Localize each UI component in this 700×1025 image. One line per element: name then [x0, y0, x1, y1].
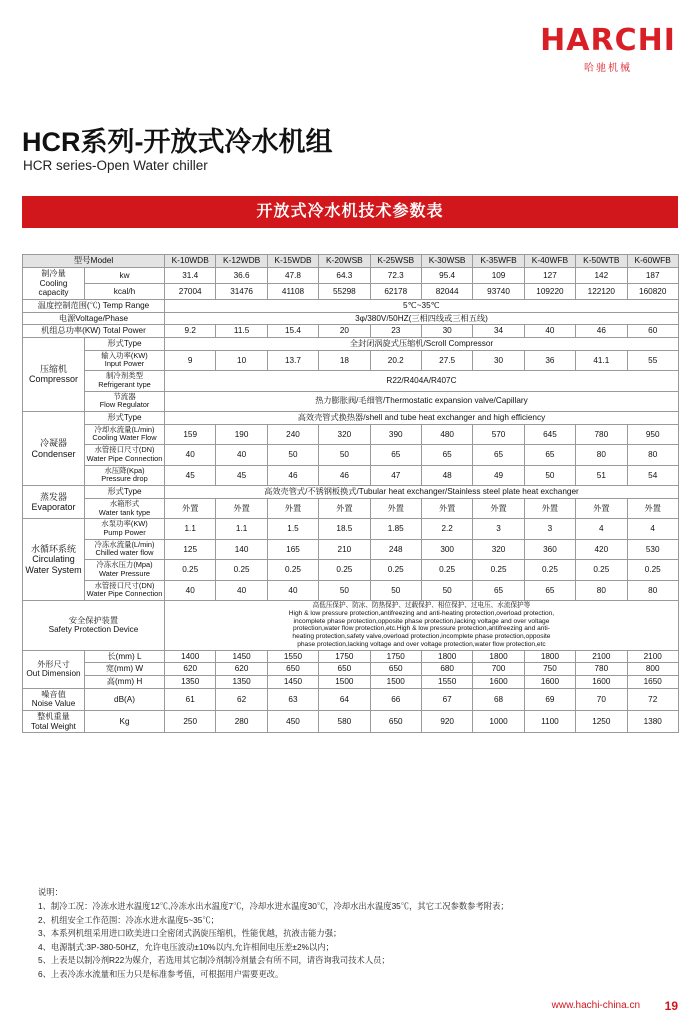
compressor-input-9: 55 — [627, 350, 678, 370]
cooling-water-flow-6: 570 — [473, 424, 524, 444]
note-item: 1、制冷工况：冷冻水进水温度12℃,冷冻水出水温度7℃，冷却水进水温度30℃，冷却水出水温度35℃，其它工况参数参考附表； — [38, 901, 509, 912]
chilled-water-flow-4: 248 — [370, 539, 421, 559]
pressure-drop-5: 48 — [421, 465, 472, 485]
cooling-kw-5: 95.4 — [421, 267, 472, 283]
voltage-label: 电源Voltage/Phase — [23, 312, 165, 325]
noise-9: 72 — [627, 688, 678, 710]
row-condenser-pipe — [23, 445, 679, 465]
model-1: K-12WDB — [216, 255, 267, 268]
cooling-kw-4: 72.3 — [370, 267, 421, 283]
dimension-length-6: 1800 — [473, 650, 524, 663]
cooling-kw-6: 109 — [473, 267, 524, 283]
cooling-kcal-0: 27004 — [165, 283, 216, 299]
note-item: 2、机组安全工作范围：冷冻水进水温度5~35℃； — [38, 914, 219, 925]
condenser-pipe-label: 水管接口尺寸(DN) Water Pipe Connection — [85, 445, 165, 465]
row-cooling-water-flow — [23, 424, 679, 444]
chilled-water-pipe-4: 50 — [370, 580, 421, 600]
compressor-type-label: 形式Type — [85, 337, 165, 350]
company-logo — [538, 23, 678, 74]
dimension-length-4: 1750 — [370, 650, 421, 663]
water-system-group-label: 水循环系统 Circulating Water System — [23, 519, 85, 601]
specification-table — [22, 254, 679, 733]
footer-url[interactable]: www.hachi-china.cn — [551, 1000, 640, 1011]
pressure-drop-9: 54 — [627, 465, 678, 485]
model-3: K-20WSB — [319, 255, 370, 268]
row-cooling-kw — [23, 267, 679, 283]
dimension-height-2: 1450 — [267, 676, 318, 689]
water-tank-6: 外置 — [473, 498, 524, 518]
weight-9: 1380 — [627, 711, 678, 733]
noise-4: 66 — [370, 688, 421, 710]
row-compressor-input — [23, 350, 679, 370]
cooling-kcal-1: 31476 — [216, 283, 267, 299]
noise-2: 63 — [267, 688, 318, 710]
pressure-drop-2: 46 — [267, 465, 318, 485]
chilled-water-pressure-7: 0.25 — [524, 560, 575, 580]
dimension-height-9: 1650 — [627, 676, 678, 689]
cooling-kw-8: 142 — [576, 267, 627, 283]
cooling-kcal-3: 55298 — [319, 283, 370, 299]
chilled-water-pressure-1: 0.25 — [216, 560, 267, 580]
dimension-height-4: 1500 — [370, 676, 421, 689]
chilled-water-pressure-2: 0.25 — [267, 560, 318, 580]
dimension-length-3: 1750 — [319, 650, 370, 663]
table-body — [23, 255, 679, 733]
dimension-width-8: 780 — [576, 663, 627, 676]
total-power-5: 30 — [421, 325, 472, 338]
condenser-group-label: 冷凝器 Condenser — [23, 412, 85, 486]
pressure-drop-4: 47 — [370, 465, 421, 485]
evaporator-group-label: 蒸发器 Evaporator — [23, 486, 85, 519]
row-compressor-type — [23, 337, 679, 350]
cooling-kw-1: 36.6 — [216, 267, 267, 283]
chilled-water-pressure-8: 0.25 — [576, 560, 627, 580]
noise-8: 70 — [576, 688, 627, 710]
noise-6: 68 — [473, 688, 524, 710]
cooling-water-flow-9: 950 — [627, 424, 678, 444]
page-title-en: HCR series-Open Water chiller — [23, 158, 208, 173]
chilled-water-pressure-5: 0.25 — [421, 560, 472, 580]
pump-power-8: 4 — [576, 519, 627, 539]
temp-range-value: 5℃~35℃ — [165, 299, 679, 312]
row-chilled-water-pressure — [23, 560, 679, 580]
weight-7: 1100 — [524, 711, 575, 733]
refrigerant-value: R22/R404A/R407C — [165, 371, 679, 391]
chilled-water-pipe-7: 65 — [524, 580, 575, 600]
voltage-value: 3φ/380V/50HZ(三相四线或三相五线) — [165, 312, 679, 325]
total-power-8: 46 — [576, 325, 627, 338]
model-9: K-60WFB — [627, 255, 678, 268]
dimension-height-label: 高(mm) H — [85, 676, 165, 689]
total-power-3: 20 — [319, 325, 370, 338]
weight-0: 250 — [165, 711, 216, 733]
flow-regulator-label: 节流器 Flow Regulator — [85, 391, 165, 411]
weight-1: 280 — [216, 711, 267, 733]
weight-8: 1250 — [576, 711, 627, 733]
dimension-width-label: 宽(mm) W — [85, 663, 165, 676]
chilled-water-pressure-label: 冷冻水压力(Mpa) Water Pressure — [85, 560, 165, 580]
dimension-width-5: 680 — [421, 663, 472, 676]
row-noise — [23, 688, 679, 710]
model-6: K-35WFB — [473, 255, 524, 268]
dimension-width-7: 750 — [524, 663, 575, 676]
cooling-water-flow-4: 390 — [370, 424, 421, 444]
pressure-drop-7: 50 — [524, 465, 575, 485]
noise-7: 69 — [524, 688, 575, 710]
model-4: K-25WSB — [370, 255, 421, 268]
compressor-input-7: 36 — [524, 350, 575, 370]
noise-1: 62 — [216, 688, 267, 710]
pressure-drop-0: 45 — [165, 465, 216, 485]
water-tank-9: 外置 — [627, 498, 678, 518]
dimension-width-1: 620 — [216, 663, 267, 676]
chilled-water-flow-5: 300 — [421, 539, 472, 559]
condenser-pipe-4: 65 — [370, 445, 421, 465]
row-pressure-drop — [23, 465, 679, 485]
cooling-kcal-unit: kcal/h — [85, 283, 165, 299]
dimension-height-7: 1600 — [524, 676, 575, 689]
dimension-height-8: 1600 — [576, 676, 627, 689]
row-cooling-kcal — [23, 283, 679, 299]
weight-6: 1000 — [473, 711, 524, 733]
dimension-length-5: 1800 — [421, 650, 472, 663]
row-dim-height — [23, 676, 679, 689]
row-total-power — [23, 325, 679, 338]
compressor-input-4: 20.2 — [370, 350, 421, 370]
refrigerant-label: 制冷剂类型 Refrigerant type — [85, 371, 165, 391]
row-voltage — [23, 312, 679, 325]
pump-power-7: 3 — [524, 519, 575, 539]
model-0: K-10WDB — [165, 255, 216, 268]
chilled-water-pipe-label: 水管接口尺寸(DN) Water Pipe Connection — [85, 580, 165, 600]
noise-3: 64 — [319, 688, 370, 710]
dimension-width-4: 650 — [370, 663, 421, 676]
compressor-input-6: 30 — [473, 350, 524, 370]
section-banner: 开放式冷水机技术参数表 — [22, 196, 678, 228]
condenser-type-value: 高效壳管式换热器/shell and tube heat exchanger and high efficiency — [165, 412, 679, 425]
total-power-7: 40 — [524, 325, 575, 338]
row-safety — [23, 601, 679, 651]
condenser-pipe-8: 80 — [576, 445, 627, 465]
cooling-water-flow-0: 159 — [165, 424, 216, 444]
water-tank-label: 水箱形式 Water tank type — [85, 498, 165, 518]
total-power-1: 11.5 — [216, 325, 267, 338]
dimension-width-0: 620 — [165, 663, 216, 676]
pressure-drop-label: 水压降(Kpa) Pressure drop — [85, 465, 165, 485]
pump-power-label: 水泵功率(KW) Pump Power — [85, 519, 165, 539]
total-power-9: 60 — [627, 325, 678, 338]
note-item: 5、上表是以制冷剂R22为媒介，若选用其它制冷剂制冷剂量会有所不同，请咨询我司技术人员； — [38, 955, 390, 966]
cooling-water-flow-3: 320 — [319, 424, 370, 444]
dimension-height-1: 1350 — [216, 676, 267, 689]
condenser-pipe-7: 65 — [524, 445, 575, 465]
pump-power-2: 1.5 — [267, 519, 318, 539]
cooling-water-flow-8: 780 — [576, 424, 627, 444]
notes-list — [38, 900, 678, 981]
cooling-water-flow-5: 480 — [421, 424, 472, 444]
safety-label: 安全保护装置 Safety Protection Device — [23, 601, 165, 651]
condenser-pipe-0: 40 — [165, 445, 216, 465]
logo-text: HARCHI — [540, 23, 676, 58]
chilled-water-pressure-3: 0.25 — [319, 560, 370, 580]
row-dim-width — [23, 663, 679, 676]
row-condenser-type — [23, 412, 679, 425]
cooling-kw-9: 187 — [627, 267, 678, 283]
cooling-kw-3: 64.3 — [319, 267, 370, 283]
pump-power-9: 4 — [627, 519, 678, 539]
dimension-height-6: 1600 — [473, 676, 524, 689]
chilled-water-flow-8: 420 — [576, 539, 627, 559]
compressor-input-5: 27.5 — [421, 350, 472, 370]
dimension-length-9: 2100 — [627, 650, 678, 663]
safety-value: 高低压保护、防冰、防热保护、过载保护、相位保护、过电压、水流保护等 High & low pressure protection,antifreezing and anti-heating protection,overload protection, incomplete phase protection,opposite phase protection,lacking voltage and over voltage protection,water flow protection,etc.High & low pressure protection,antifreezing and anti- heating protection,safety valve,overload protection,incomplete phase protection,opposite phase protection,lacking voltage and over voltage protection,water flow protection,etc — [165, 601, 679, 651]
chilled-water-flow-9: 530 — [627, 539, 678, 559]
pressure-drop-1: 45 — [216, 465, 267, 485]
model-2: K-15WDB — [267, 255, 318, 268]
compressor-input-0: 9 — [165, 350, 216, 370]
chilled-water-pipe-1: 40 — [216, 580, 267, 600]
cooling-kcal-4: 62178 — [370, 283, 421, 299]
noise-0: 61 — [165, 688, 216, 710]
cooling-kw-2: 47.8 — [267, 267, 318, 283]
dimension-height-0: 1350 — [165, 676, 216, 689]
condenser-type-label: 形式Type — [85, 412, 165, 425]
total-power-4: 23 — [370, 325, 421, 338]
cooling-water-flow-label: 冷却水流量(L/min) Cooling Water Flow — [85, 424, 165, 444]
pump-power-4: 1.85 — [370, 519, 421, 539]
total-power-2: 15.4 — [267, 325, 318, 338]
cooling-water-flow-7: 645 — [524, 424, 575, 444]
water-tank-3: 外置 — [319, 498, 370, 518]
chilled-water-pipe-8: 80 — [576, 580, 627, 600]
evaporator-type-label: 形式Type — [85, 486, 165, 499]
cooling-water-flow-2: 240 — [267, 424, 318, 444]
temp-range-label: 温度控制范围(℃) Temp Range — [23, 299, 165, 312]
pressure-drop-3: 46 — [319, 465, 370, 485]
row-pump-power — [23, 519, 679, 539]
cooling-kcal-7: 109220 — [524, 283, 575, 299]
row-flow-regulator — [23, 391, 679, 411]
chilled-water-pressure-4: 0.25 — [370, 560, 421, 580]
cooling-kcal-9: 160820 — [627, 283, 678, 299]
pump-power-1: 1.1 — [216, 519, 267, 539]
dimension-length-0: 1400 — [165, 650, 216, 663]
row-dim-length — [23, 650, 679, 663]
compressor-input-2: 13.7 — [267, 350, 318, 370]
water-tank-7: 外置 — [524, 498, 575, 518]
chilled-water-pipe-0: 40 — [165, 580, 216, 600]
dimension-width-3: 650 — [319, 663, 370, 676]
pump-power-3: 18.5 — [319, 519, 370, 539]
cooling-capacity-label: 制冷量 Cooling capacity — [23, 267, 85, 299]
chilled-water-flow-1: 140 — [216, 539, 267, 559]
cooling-kcal-8: 122120 — [576, 283, 627, 299]
pump-power-0: 1.1 — [165, 519, 216, 539]
condenser-pipe-5: 65 — [421, 445, 472, 465]
dimension-height-3: 1500 — [319, 676, 370, 689]
condenser-pipe-9: 80 — [627, 445, 678, 465]
chilled-water-flow-7: 360 — [524, 539, 575, 559]
water-tank-5: 外置 — [421, 498, 472, 518]
weight-2: 450 — [267, 711, 318, 733]
chilled-water-pressure-9: 0.25 — [627, 560, 678, 580]
chilled-water-flow-2: 165 — [267, 539, 318, 559]
dimension-width-6: 700 — [473, 663, 524, 676]
compressor-type-value: 全封闭涡旋式压缩机/Scroll Compressor — [165, 337, 679, 350]
pump-power-6: 3 — [473, 519, 524, 539]
cooling-kcal-5: 82044 — [421, 283, 472, 299]
row-weight — [23, 711, 679, 733]
dimension-width-9: 800 — [627, 663, 678, 676]
dimension-height-5: 1550 — [421, 676, 472, 689]
flow-regulator-value: 热力膨胀阀/毛细管/Thermostatic expansion valve/Capillary — [165, 391, 679, 411]
chilled-water-flow-0: 125 — [165, 539, 216, 559]
cooling-kw-7: 127 — [524, 267, 575, 283]
notes-title: 说明： — [38, 887, 63, 897]
row-evaporator-type — [23, 486, 679, 499]
condenser-pipe-6: 65 — [473, 445, 524, 465]
dimension-width-2: 650 — [267, 663, 318, 676]
condenser-pipe-2: 50 — [267, 445, 318, 465]
condenser-pipe-1: 40 — [216, 445, 267, 465]
note-item: 6、上表冷冻水流量和压力只是标准参考值，可根据用户需要更改。 — [38, 968, 284, 979]
dimension-length-8: 2100 — [576, 650, 627, 663]
weight-3: 580 — [319, 711, 370, 733]
chilled-water-flow-label: 冷冻水流量(L/min) Chilled water flow — [85, 539, 165, 559]
cooling-water-flow-1: 190 — [216, 424, 267, 444]
note-item: 3、本系列机组采用进口欧美进口全密闭式涡旋压缩机，性能优越，抗液击能力强； — [38, 928, 342, 939]
noise-5: 67 — [421, 688, 472, 710]
cooling-kcal-6: 93740 — [473, 283, 524, 299]
chilled-water-flow-3: 210 — [319, 539, 370, 559]
dimension-length-1: 1450 — [216, 650, 267, 663]
dimension-length-7: 1800 — [524, 650, 575, 663]
row-model — [23, 255, 679, 268]
row-chilled-water-flow — [23, 539, 679, 559]
pump-power-5: 2.2 — [421, 519, 472, 539]
compressor-input-1: 10 — [216, 350, 267, 370]
page-title-zh: HCR系列-开放式冷水机组 — [22, 127, 333, 157]
water-tank-8: 外置 — [576, 498, 627, 518]
water-tank-1: 外置 — [216, 498, 267, 518]
water-tank-2: 外置 — [267, 498, 318, 518]
logo-subtext: 哈驰机械 — [584, 63, 632, 74]
chilled-water-pipe-5: 50 — [421, 580, 472, 600]
chilled-water-pipe-3: 50 — [319, 580, 370, 600]
model-7: K-40WFB — [524, 255, 575, 268]
compressor-group-label: 压缩机 Compressor — [23, 337, 85, 411]
row-water-tank — [23, 498, 679, 518]
condenser-pipe-3: 50 — [319, 445, 370, 465]
cooling-kw-0: 31.4 — [165, 267, 216, 283]
footer-page-number: 19 — [664, 999, 678, 1013]
noise-label: 噪音值 Noise Value — [23, 688, 85, 710]
weight-4: 650 — [370, 711, 421, 733]
compressor-input-3: 18 — [319, 350, 370, 370]
total-power-6: 34 — [473, 325, 524, 338]
evaporator-type-value: 高效壳管式/不锈钢板换式/Tubular heat exchanger/Stainless steel plate heat exchanger — [165, 486, 679, 499]
model-header: 型号Model — [23, 255, 165, 268]
row-refrigerant — [23, 371, 679, 391]
note-item: 4、电源制式:3P-380-50HZ，允许电压波动±10%以内,允许相间电压差±2%以内； — [38, 941, 334, 952]
weight-label: 整机重量 Total Weight — [23, 711, 85, 733]
total-power-0: 9.2 — [165, 325, 216, 338]
dimension-group-label: 外形尺寸 Out Dimension — [23, 650, 85, 688]
notes-block — [38, 886, 678, 981]
dimension-length-2: 1550 — [267, 650, 318, 663]
pressure-drop-8: 51 — [576, 465, 627, 485]
chilled-water-flow-6: 320 — [473, 539, 524, 559]
model-5: K-30WSB — [421, 255, 472, 268]
weight-5: 920 — [421, 711, 472, 733]
total-power-label: 机组总功率(KW) Total Power — [23, 325, 165, 338]
row-temp-range — [23, 299, 679, 312]
water-tank-4: 外置 — [370, 498, 421, 518]
chilled-water-pipe-6: 65 — [473, 580, 524, 600]
chilled-water-pipe-2: 40 — [267, 580, 318, 600]
model-8: K-50WTB — [576, 255, 627, 268]
chilled-water-pressure-0: 0.25 — [165, 560, 216, 580]
noise-unit: dB(A) — [85, 688, 165, 710]
row-chilled-water-pipe — [23, 580, 679, 600]
chilled-water-pipe-9: 80 — [627, 580, 678, 600]
dimension-length-label: 长(mm) L — [85, 650, 165, 663]
water-tank-0: 外置 — [165, 498, 216, 518]
cooling-kcal-2: 41108 — [267, 283, 318, 299]
compressor-input-label: 输入功率(KW) Input Power — [85, 350, 165, 370]
compressor-input-8: 41.1 — [576, 350, 627, 370]
pressure-drop-6: 49 — [473, 465, 524, 485]
cooling-kw-unit: kw — [85, 267, 165, 283]
weight-unit: Kg — [85, 711, 165, 733]
chilled-water-pressure-6: 0.25 — [473, 560, 524, 580]
